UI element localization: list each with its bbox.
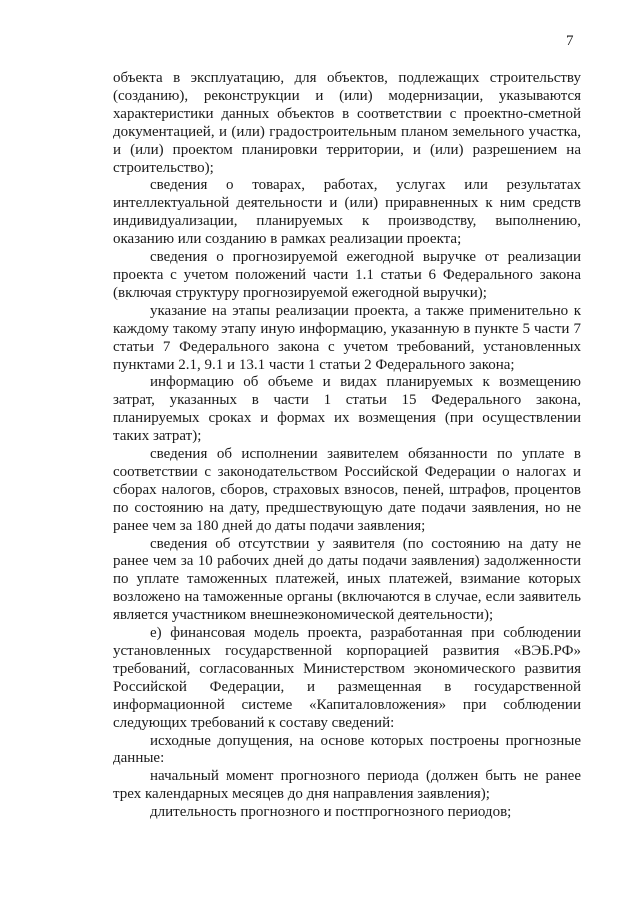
paragraph-goods-works-services: сведения о товарах, работах, услугах или результатах интеллектуальной деятельности и (или) приравненных к ним средств индивидуализации, планируемых к производству, выполнению, оказанию или созданию в рамках реализации проекта; (113, 177, 581, 248)
paragraph-continuation: объекта в эксплуатацию, для объектов, подлежащих строительству (созданию), реконструкции и (или) модернизации, указываются характеристики данных объектов в соответствии с проектно-сметной документацией, и (или) градостроительным планом земельного участка, и (или) проектом планировки территории, и (или) разрешением на строительство); (113, 70, 581, 176)
paragraph-forecast-start: начальный момент прогнозного периода (должен быть не ранее трех календарных месяцев до дня направления заявления); (113, 768, 581, 803)
paragraph-reimbursement-costs: информацию об объеме и видах планируемых к возмещению затрат, указанных в части 1 статьи 15 Федерального закона, планируемых сроках и формах их возмещения (при осуществлении таких затрат); (113, 374, 581, 445)
document-body (113, 70, 581, 822)
paragraph-financial-model: е) финансовая модель проекта, разработанная при соблюдении установленных государственной корпорацией развития «ВЭБ.РФ» требований, согласованных Министерством экономического развития Российской Федерации, и размещенная в государственной информационной системе «Капиталовложения» при соблюдении следующих требований к составу сведений: (113, 625, 581, 731)
paragraph-initial-assumptions: исходные допущения, на основе которых построены прогнозные данные: (113, 732, 581, 767)
paragraph-forecast-duration: длительность прогнозного и постпрогнозного периодов; (150, 804, 512, 821)
paragraph-forecast-revenue: сведения о прогнозируемой ежегодной выручке от реализации проекта с учетом положений части 1.1 статьи 6 Федерального закона (включая структуру прогнозируемой ежегодной выручки); (113, 249, 581, 301)
paragraph-customs-debt: сведения об отсутствии у заявителя (по состоянию на дату не ранее чем за 10 рабочих дней до даты подачи заявления) задолженности по уплате таможенных платежей, иных платежей, взимание которых возложено на таможенные органы (включаются в случае, если заявитель является участником внешнеэкономической деятельности); (113, 535, 581, 624)
page-number: 7 (566, 33, 574, 49)
paragraph-tax-obligations: сведения об исполнении заявителем обязанности по уплате в соответствии с законодательством Российской Федерации о налогах и сборах налогов, сборов, страховых взносов, пеней, штрафов, процентов по состоянию на дату, предшествующую дате подачи заявления, но не ранее чем за 180 дней до даты подачи заявления; (113, 446, 581, 534)
paragraph-project-stages: указание на этапы реализации проекта, а также применительно к каждому такому этапу иную информацию, указанную в пункте 5 части 7 статьи 7 Федерального закона с учетом требований, установленных пунктами 2.1, 9.1 и 13.1 части 1 статьи 2 Федерального закона; (113, 302, 581, 373)
